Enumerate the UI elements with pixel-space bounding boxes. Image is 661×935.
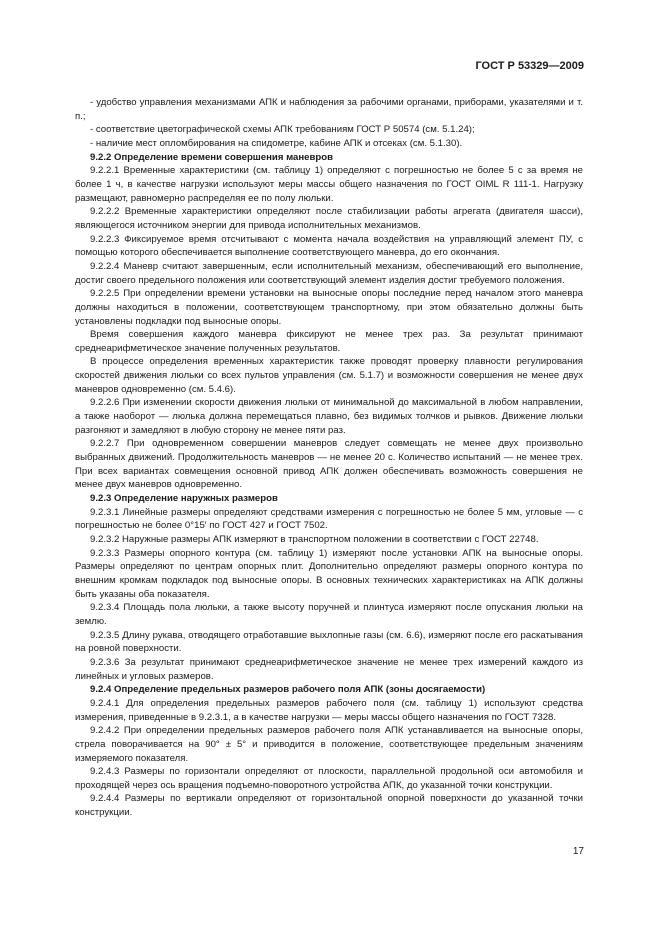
paragraph-9-2-4-4: 9.2.4.4 Размеры по вертикали определяют от горизонтальной опорной поверхности до указанной точки конструкции.: [75, 793, 583, 819]
section-heading-9-2-3: 9.2.3 Определение наружных размеров: [90, 493, 278, 505]
paragraph-9-2-2-2: 9.2.2.2 Временные характеристики определяют после стабилизации работы агрегата (двигателя шасси), являющегося источником энергии для привода исполнительных механизмов.: [75, 206, 583, 231]
paragraph-maneuver-time: Время совершения каждого маневра фиксируют не менее трех раз. За результат принимают среднеарифметическое значение полученных результатов.: [75, 329, 583, 354]
paragraph-list-item: - удобство управления механизмами АПК и наблюдения за рабочими органами, приборами, указателями и т. п.;: [75, 97, 583, 122]
document-number-header: ГОСТ Р 53329—2009: [475, 60, 584, 72]
paragraph-9-2-2-1: 9.2.2.1 Временные характеристики (см. таблицу 1) определяют с погрешностью не более 5 с за время не более 1 ч, в качестве нагрузки используют меры массы общего назначения по ГОСТ OIML R 111-1. Нагрузку размещают, равномерно распределяя ее по полу люльки.: [75, 165, 583, 204]
paragraph-9-2-4-3: 9.2.4.3 Размеры по горизонтали определяют от плоскости, параллельной продольной оси автомобиля и проходящей через ось вращения подъемно-поворотного устройства АПК, до указанной точки конструкции.: [75, 766, 583, 791]
paragraph-9-2-3-2: 9.2.3.2 Наружные размеры АПК измеряют в транспортном положении в соответствии с ГОСТ 22748.: [90, 534, 539, 545]
paragraph-smoothness-check: В процессе определения временных характеристик также проводят проверку плавности регулирования скоростей движения люльки со всех пультов управления (см. 5.1.7) и возможности совершения не менее двух маневров одновременно (см. 5.4.6).: [75, 356, 583, 395]
paragraph-list-item: - наличие мест опломбирования на спидометре, кабине АПК и отсеках (см. 5.1.30).: [90, 137, 463, 149]
paragraph-9-2-4-1: 9.2.4.1 Для определения предельных размеров рабочего поля (см. таблицу 1) используют средства измерения, приведенные в 9.2.3.1, а в качестве нагрузки — меры массы общего назначения по ГОСТ 7328.: [75, 697, 583, 723]
paragraph-list-item: - соответствие цветографической схемы АПК требованиям ГОСТ Р 50574 (см. 5.1.24);: [90, 124, 475, 136]
paragraph-9-2-3-1: 9.2.3.1 Линейные размеры определяют средствами измерения с погрешностью не более 5 мм, угловые — с погрешностью не более 0°15′ по ГОСТ 427 и ГОСТ 7502.: [75, 506, 583, 532]
paragraph-9-2-2-4: 9.2.2.4 Маневр считают завершенным, если исполнительный механизм, обеспечивающий его выполнение, достиг своего предельного положения или соответствующий элемент изделия достиг требуемого положения.: [75, 260, 583, 286]
paragraph-9-2-3-5: 9.2.3.5 Длину рукава, отводящего отработавшие выхлопные газы (см. 6.6), измеряют после его раскатывания на ровной поверхности.: [75, 629, 583, 655]
paragraph-9-2-4-2: 9.2.4.2 При определении предельных размеров рабочего поля АПК устанавливается на выносные опоры, стрела поворачивается на 90° ± 5° и приводится в положение, соответствующее предельным значениям измеряемого показателя.: [75, 725, 583, 764]
section-heading-9-2-2: 9.2.2 Определение времени совершения маневров: [90, 151, 334, 163]
paragraph-9-2-2-3: 9.2.2.3 Фиксируемое время отсчитывают с момента начала воздействия на управляющий элемент ПУ, с помощью которого обеспечивается выполнение соответствующего маневра, до его окончания.: [75, 233, 583, 259]
paragraph-9-2-3-4: 9.2.3.4 Площадь пола люльки, а также высоту поручней и плинтуса измеряют после опускания люльки на землю.: [75, 602, 583, 627]
paragraph-9-2-3-3: 9.2.3.3 Размеры опорного контура (см. таблицу 1) измеряют после установки АПК на выносные опоры. Размеры определяют по центрам опорных плит. Дополнительно определяют размеры опорного контура по внешним кромкам подкладок под выносные опоры. В основных технических характеристиках на АПК должны быть указаны оба показателя.: [75, 547, 583, 600]
paragraph-9-2-3-6: 9.2.3.6 За результат принимают среднеарифметическое значение не менее трех измерений каждого из линейных и угловых размеров.: [75, 656, 583, 682]
section-heading-9-2-4: 9.2.4 Определение предельных размеров рабочего поля АПК (зоны досягаемости): [90, 684, 486, 696]
paragraph-9-2-2-5: 9.2.2.5 При определении времени установки на выносные опоры последние перед началом этого маневра должны находиться в положении, соответствующем транспортному, при этом обязательно должны быть установлены подкладки под выносные опоры.: [75, 288, 583, 327]
document-body: [75, 96, 583, 820]
paragraph-9-2-2-7: 9.2.2.7 При одновременном совершении маневров следует совмещать не менее двух произвольно выбранных движений. Продолжительность маневров — не менее 20 с. Количество испытаний — не менее трех. При всех вариантах совмещения основной привод АПК должен обеспечивать возможность совершения не менее двух маневров одновременно.: [75, 438, 583, 491]
paragraph-9-2-2-6: 9.2.2.6 При изменении скорости движения люльки от минимальной до максимальной в любом направлении, а также наоборот — люлька должна перемещаться плавно, без видимых толчков и рывков. Движение люльки разгоняют и замедляют в любую сторону не менее пяти раз.: [75, 397, 583, 436]
page-number: 17: [572, 846, 584, 857]
